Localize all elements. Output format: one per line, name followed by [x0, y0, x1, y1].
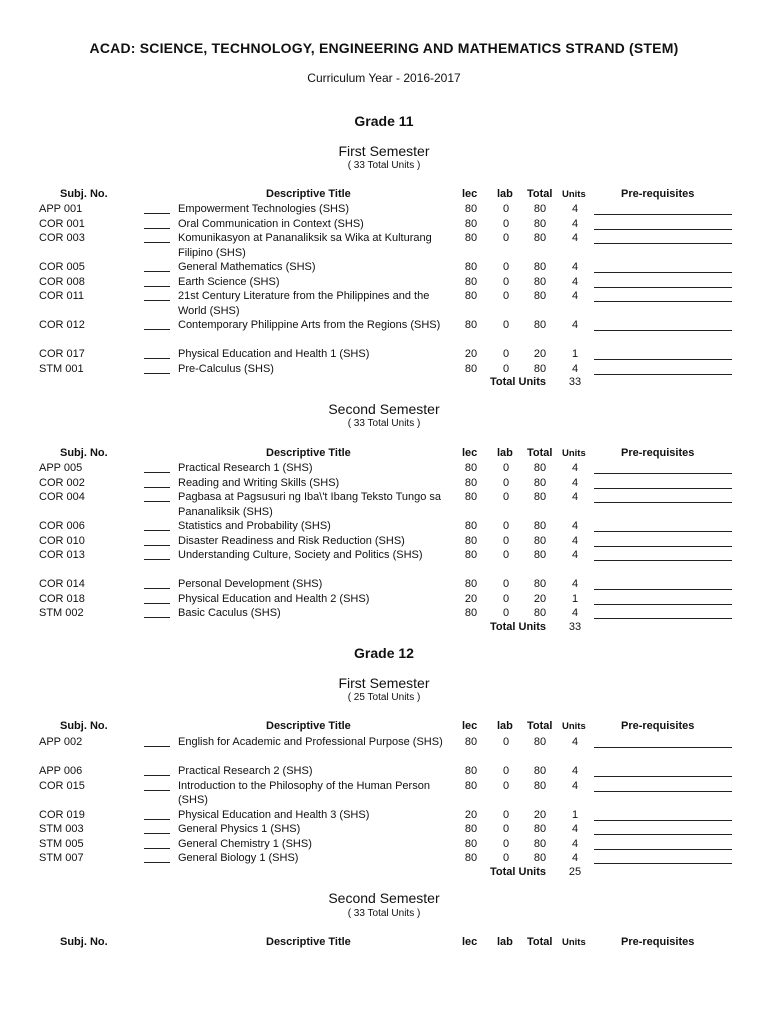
grade-blank[interactable] — [144, 559, 170, 560]
total-units-label: Total Units — [490, 865, 547, 878]
prerequisite-line[interactable] — [594, 214, 732, 215]
course-lab: 0 — [502, 765, 510, 777]
document-title: ACAD: SCIENCE, TECHNOLOGY, ENGINEERING AND MATHEMATICS STRAND (STEM) — [89, 40, 679, 56]
course-title: Oral Communication in Context (SHS) — [178, 217, 364, 230]
course-units: 4 — [571, 534, 579, 547]
header-units: Units — [562, 721, 586, 732]
grade-blank[interactable] — [144, 487, 170, 488]
course-total: 80 — [533, 578, 547, 590]
grade-blank[interactable] — [144, 300, 170, 301]
course-title: Introduction to the Philosophy of the Human Person (SHS) — [178, 779, 430, 806]
header-total: Total — [527, 936, 553, 948]
course-code: COR 002 — [39, 476, 85, 489]
course-code: APP 001 — [39, 203, 83, 215]
course-lec: 80 — [464, 232, 478, 244]
course-code: STM 001 — [39, 362, 84, 375]
course-total: 80 — [533, 362, 547, 375]
course-title: Physical Education and Health 2 (SHS) — [178, 592, 370, 605]
course-title: Disaster Readiness and Risk Reduction (SHS) — [178, 534, 405, 547]
course-lec: 80 — [464, 765, 478, 777]
prerequisite-line[interactable] — [594, 834, 732, 835]
course-lec: 20 — [464, 592, 478, 605]
grade-blank[interactable] — [144, 588, 170, 589]
course-lab: 0 — [502, 319, 510, 331]
course-units: 4 — [571, 362, 579, 375]
course-lec: 80 — [464, 275, 478, 288]
course-lec: 80 — [464, 362, 478, 375]
header-descriptive-title: Descriptive Title — [266, 447, 351, 459]
header-lec: lec — [462, 936, 478, 948]
course-lab: 0 — [502, 852, 510, 864]
prerequisite-line[interactable] — [594, 272, 732, 273]
header-subj-no: Subj. No. — [60, 720, 108, 732]
course-code: STM 003 — [39, 823, 84, 835]
course-lec: 80 — [464, 290, 478, 302]
grade-blank[interactable] — [144, 848, 170, 849]
curriculum-year: Curriculum Year - 2016-2017 — [307, 71, 461, 85]
course-lec: 80 — [464, 261, 478, 273]
course-title: 21st Century Literature from the Philippines and the World (SHS) — [178, 290, 430, 317]
prerequisite-line[interactable] — [594, 747, 732, 748]
course-lab: 0 — [502, 232, 510, 244]
header-prerequisites: Pre-requisites — [621, 936, 695, 948]
prerequisite-line[interactable] — [594, 330, 732, 331]
grade-blank[interactable] — [144, 228, 170, 229]
header-prerequisites: Pre-requisites — [621, 720, 695, 732]
semester-heading: Second Semester — [328, 890, 440, 906]
prerequisite-line[interactable] — [594, 488, 732, 489]
course-units: 1 — [571, 348, 579, 360]
semester-heading: First Semester — [338, 675, 430, 691]
prerequisite-line[interactable] — [594, 531, 732, 532]
course-total: 80 — [533, 549, 547, 561]
course-lec: 80 — [464, 736, 478, 748]
grade-blank[interactable] — [144, 545, 170, 546]
course-total: 80 — [533, 837, 547, 850]
prerequisite-line[interactable] — [594, 502, 732, 503]
grade-heading: Grade 11 — [354, 113, 414, 129]
header-subj-no: Subj. No. — [60, 447, 108, 459]
course-units: 4 — [571, 476, 579, 489]
course-code: COR 018 — [39, 592, 85, 605]
grade-blank[interactable] — [144, 242, 170, 243]
course-units: 4 — [571, 578, 579, 590]
course-total: 80 — [533, 520, 547, 532]
course-units: 4 — [571, 837, 579, 850]
course-title: Empowerment Technologies (SHS) — [178, 203, 349, 215]
course-title: Pagbasa at Pagsusuri ng Iba\'t Ibang Teksto Tungo sa Pananaliksik (SHS) — [178, 491, 442, 518]
course-total: 80 — [533, 462, 547, 474]
course-lab: 0 — [502, 607, 510, 619]
semester-units-note: ( 25 Total Units ) — [347, 692, 421, 703]
grade-blank[interactable] — [144, 833, 170, 834]
course-code: APP 005 — [39, 462, 83, 474]
header-lab: lab — [497, 188, 513, 200]
course-lab: 0 — [502, 549, 510, 561]
prerequisite-line[interactable] — [594, 359, 732, 360]
course-lec: 80 — [464, 462, 478, 474]
course-code: COR 006 — [39, 520, 85, 532]
course-code: COR 017 — [39, 348, 85, 360]
course-units: 4 — [571, 203, 579, 215]
prerequisite-line[interactable] — [594, 301, 732, 302]
course-total: 80 — [533, 203, 547, 215]
course-code: APP 002 — [39, 736, 83, 748]
course-lab: 0 — [502, 520, 510, 532]
course-lab: 0 — [502, 290, 510, 302]
grade-blank[interactable] — [144, 603, 170, 604]
header-total: Total — [527, 188, 553, 200]
semester-units-note: ( 33 Total Units ) — [347, 418, 421, 429]
course-lec: 80 — [464, 852, 478, 864]
course-code: COR 010 — [39, 534, 85, 547]
course-lec: 80 — [464, 217, 478, 230]
prerequisite-line[interactable] — [594, 229, 732, 230]
header-lec: lec — [462, 447, 478, 459]
grade-blank[interactable] — [144, 286, 170, 287]
prerequisite-line[interactable] — [594, 287, 732, 288]
course-code: COR 004 — [39, 491, 85, 503]
prerequisite-line[interactable] — [594, 243, 732, 244]
prerequisite-line[interactable] — [594, 604, 732, 605]
course-title: General Biology 1 (SHS) — [178, 852, 299, 864]
course-code: STM 007 — [39, 852, 84, 864]
course-lab: 0 — [502, 823, 510, 835]
course-lab: 0 — [502, 837, 510, 850]
course-lab: 0 — [502, 275, 510, 288]
course-lab: 0 — [502, 217, 510, 230]
semester-heading: Second Semester — [328, 401, 440, 417]
course-units: 4 — [571, 491, 579, 503]
header-prerequisites: Pre-requisites — [621, 188, 695, 200]
course-title: Practical Research 2 (SHS) — [178, 765, 313, 777]
course-lec: 80 — [464, 491, 478, 503]
prerequisite-line[interactable] — [594, 863, 732, 864]
course-units: 4 — [571, 765, 579, 777]
course-units: 1 — [571, 592, 579, 605]
prerequisite-line[interactable] — [594, 589, 732, 590]
total-units-value: 33 — [568, 376, 582, 388]
course-total: 80 — [533, 261, 547, 273]
prerequisite-line[interactable] — [594, 618, 732, 619]
course-title: Understanding Culture, Society and Politics (SHS) — [178, 549, 423, 561]
header-units: Units — [562, 448, 586, 459]
course-units: 4 — [571, 779, 579, 792]
semester-units-note: ( 33 Total Units ) — [347, 160, 421, 171]
header-lec: lec — [462, 188, 478, 200]
course-title: English for Academic and Professional Purpose (SHS) — [178, 736, 443, 748]
course-total: 80 — [533, 852, 547, 864]
header-total: Total — [527, 447, 553, 459]
course-lec: 80 — [464, 823, 478, 835]
grade-blank[interactable] — [144, 501, 170, 502]
grade-blank[interactable] — [144, 271, 170, 272]
course-code: COR 014 — [39, 578, 85, 590]
course-lec: 80 — [464, 476, 478, 489]
course-units: 4 — [571, 736, 579, 748]
course-lab: 0 — [502, 261, 510, 273]
course-title: General Chemistry 1 (SHS) — [178, 837, 312, 850]
semester-heading: First Semester — [338, 143, 430, 159]
course-lab: 0 — [502, 592, 510, 605]
course-title: Pre-Calculus (SHS) — [178, 362, 274, 375]
course-total: 20 — [533, 348, 547, 360]
grade-blank[interactable] — [144, 790, 170, 791]
course-units: 4 — [571, 823, 579, 835]
course-title: Practical Research 1 (SHS) — [178, 462, 313, 474]
course-units: 4 — [571, 261, 579, 273]
grade-blank[interactable] — [144, 373, 170, 374]
course-title: Statistics and Probability (SHS) — [178, 520, 331, 532]
course-lab: 0 — [502, 578, 510, 590]
prerequisite-line[interactable] — [594, 820, 732, 821]
course-lec: 80 — [464, 534, 478, 547]
header-subj-no: Subj. No. — [60, 188, 108, 200]
course-units: 4 — [571, 217, 579, 230]
header-prerequisites: Pre-requisites — [621, 447, 695, 459]
course-lab: 0 — [502, 491, 510, 503]
prerequisite-line[interactable] — [594, 791, 732, 792]
grade-blank[interactable] — [144, 617, 170, 618]
grade-blank[interactable] — [144, 775, 170, 776]
course-total: 80 — [533, 319, 547, 331]
course-lec: 80 — [464, 203, 478, 215]
course-total: 20 — [533, 592, 547, 605]
course-total: 80 — [533, 275, 547, 288]
course-title: Reading and Writing Skills (SHS) — [178, 476, 340, 489]
course-lab: 0 — [502, 779, 510, 792]
course-units: 4 — [571, 607, 579, 619]
course-total: 80 — [533, 491, 547, 503]
grade-blank[interactable] — [144, 862, 170, 863]
course-lab: 0 — [502, 736, 510, 748]
course-lab: 0 — [502, 808, 510, 821]
grade-blank[interactable] — [144, 329, 170, 330]
course-units: 4 — [571, 520, 579, 532]
course-title: Physical Education and Health 1 (SHS) — [178, 348, 370, 360]
grade-heading: Grade 12 — [354, 645, 414, 661]
course-code: COR 005 — [39, 261, 85, 273]
course-lab: 0 — [502, 203, 510, 215]
course-code: STM 005 — [39, 837, 84, 850]
course-code: COR 012 — [39, 319, 85, 331]
course-title: Physical Education and Health 3 (SHS) — [178, 808, 370, 821]
course-code: COR 015 — [39, 779, 85, 792]
course-code: COR 013 — [39, 549, 85, 561]
course-lec: 20 — [464, 348, 478, 360]
course-total: 80 — [533, 290, 547, 302]
header-units: Units — [562, 189, 586, 200]
course-total: 80 — [533, 823, 547, 835]
grade-blank[interactable] — [144, 746, 170, 747]
course-units: 4 — [571, 232, 579, 244]
course-total: 80 — [533, 476, 547, 489]
course-units: 4 — [571, 549, 579, 561]
course-lab: 0 — [502, 362, 510, 375]
total-units-label: Total Units — [490, 376, 547, 388]
header-units: Units — [562, 937, 586, 948]
course-total: 80 — [533, 765, 547, 777]
course-units: 4 — [571, 275, 579, 288]
header-descriptive-title: Descriptive Title — [266, 188, 351, 200]
course-total: 80 — [533, 232, 547, 244]
prerequisite-line[interactable] — [594, 776, 732, 777]
header-lab: lab — [497, 720, 513, 732]
course-units: 4 — [571, 852, 579, 864]
prerequisite-line[interactable] — [594, 849, 732, 850]
course-units: 1 — [571, 808, 579, 821]
course-lec: 80 — [464, 578, 478, 590]
course-lab: 0 — [502, 534, 510, 547]
semester-units-note: ( 33 Total Units ) — [347, 908, 421, 919]
prerequisite-line[interactable] — [594, 473, 732, 474]
course-total: 20 — [533, 808, 547, 821]
course-units: 4 — [571, 319, 579, 331]
course-total: 80 — [533, 534, 547, 547]
course-title: Personal Development (SHS) — [178, 578, 323, 590]
grade-blank[interactable] — [144, 819, 170, 820]
course-lec: 80 — [464, 549, 478, 561]
course-title: General Mathematics (SHS) — [178, 261, 316, 273]
header-total: Total — [527, 720, 553, 732]
prerequisite-line[interactable] — [594, 560, 732, 561]
total-units-value: 25 — [568, 865, 582, 878]
course-title: Komunikasyon at Pananaliksik sa Wika at Kulturang Filipino (SHS) — [178, 232, 432, 259]
prerequisite-line[interactable] — [594, 546, 732, 547]
grade-blank[interactable] — [144, 213, 170, 214]
course-lec: 80 — [464, 319, 478, 331]
course-code: COR 011 — [39, 290, 85, 302]
course-code: COR 008 — [39, 275, 85, 288]
course-lec: 80 — [464, 779, 478, 792]
header-subj-no: Subj. No. — [60, 936, 108, 948]
header-lab: lab — [497, 447, 513, 459]
course-code: APP 006 — [39, 765, 83, 777]
course-lec: 20 — [464, 808, 478, 821]
header-lec: lec — [462, 720, 478, 732]
course-code: COR 001 — [39, 217, 85, 230]
header-lab: lab — [497, 936, 513, 948]
course-total: 80 — [533, 217, 547, 230]
header-descriptive-title: Descriptive Title — [266, 936, 351, 948]
course-lec: 80 — [464, 520, 478, 532]
course-total: 80 — [533, 607, 547, 619]
course-lab: 0 — [502, 462, 510, 474]
course-lab: 0 — [502, 348, 510, 360]
total-units-value: 33 — [568, 620, 582, 633]
course-total: 80 — [533, 779, 547, 792]
course-title: General Physics 1 (SHS) — [178, 823, 301, 835]
total-units-label: Total Units — [490, 620, 547, 633]
course-title: Basic Caculus (SHS) — [178, 607, 281, 619]
course-code: STM 002 — [39, 607, 84, 619]
course-lab: 0 — [502, 476, 510, 489]
grade-blank[interactable] — [144, 472, 170, 473]
course-units: 4 — [571, 290, 579, 302]
course-lec: 80 — [464, 837, 478, 850]
course-lec: 80 — [464, 607, 478, 619]
grade-blank[interactable] — [144, 358, 170, 359]
prerequisite-line[interactable] — [594, 374, 732, 375]
course-code: COR 003 — [39, 232, 85, 244]
course-title: Earth Science (SHS) — [178, 275, 280, 288]
header-descriptive-title: Descriptive Title — [266, 720, 351, 732]
grade-blank[interactable] — [144, 530, 170, 531]
course-title: Contemporary Philippine Arts from the Regions (SHS) — [178, 319, 441, 331]
course-units: 4 — [571, 462, 579, 474]
course-total: 80 — [533, 736, 547, 748]
course-code: COR 019 — [39, 808, 85, 821]
